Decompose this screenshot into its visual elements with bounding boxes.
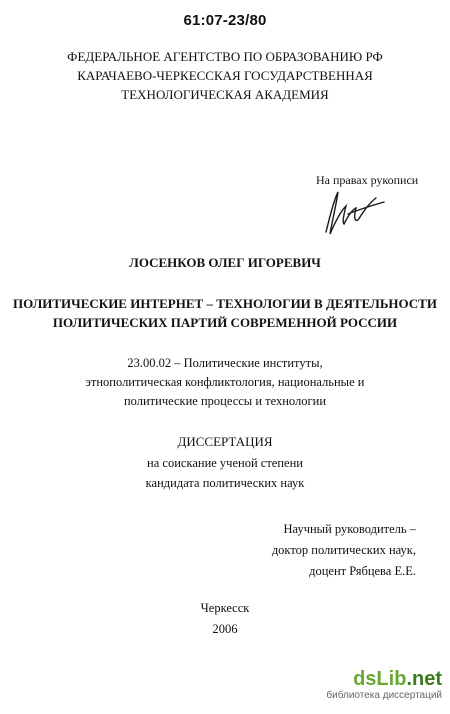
place-year [0,598,450,640]
advisor-block [260,519,416,582]
advisor-line: Научный руководитель – [283,522,416,536]
specialty-line: политические процессы и технологии [123,394,327,408]
archive-code: 61:07-23/80 [183,12,267,29]
specialty-line: 23.00.02 – Политические институты, [127,356,323,370]
specialty-block [0,354,450,411]
logo-main: dsLib [353,668,407,690]
document-type: ДИССЕРТАЦИЯ [177,434,273,449]
year: 2006 [212,622,238,636]
watermark-logo[interactable] [322,668,442,691]
institution-block [0,47,450,104]
advisor-line: доктор политических наук, [271,543,416,557]
author-name: ЛОСЕНКОВ ОЛЕГ ИГОРЕВИЧ [129,255,321,270]
city: Черкесск [200,601,250,615]
title-line: ПОЛИТИЧЕСКИЕ ИНТЕРНЕТ – ТЕХНОЛОГИИ В ДЕЯТЕЛЬНОСТИ [13,296,437,311]
watermark-subtitle: библиотека диссертаций [326,690,442,701]
institution-line: ФЕДЕРАЛЬНОЕ АГЕНТСТВО ПО ОБРАЗОВАНИЮ РФ [67,49,383,64]
specialty-line: этнополитическая конфликтология, национальные и [85,375,365,389]
advisor-line: доцент Рябцева Е.Е. [309,564,416,578]
dissertation-title [0,294,450,332]
title-line: ПОЛИТИЧЕСКИХ ПАРТИЙ СОВРЕМЕННОЙ РОССИИ [52,315,398,330]
degree-block [0,453,450,493]
watermark[interactable] [322,668,442,701]
signature-icon [318,186,388,238]
manuscript-note: На правах рукописи [316,173,419,187]
logo-tld: .net [406,668,442,690]
institution-line: КАРАЧАЕВО-ЧЕРКЕССКАЯ ГОСУДАРСТВЕННАЯ [77,68,373,83]
institution-line: ТЕХНОЛОГИЧЕСКАЯ АКАДЕМИЯ [121,87,329,102]
degree-line: на соискание ученой степени [147,456,303,470]
degree-line: кандидата политических наук [145,476,305,490]
